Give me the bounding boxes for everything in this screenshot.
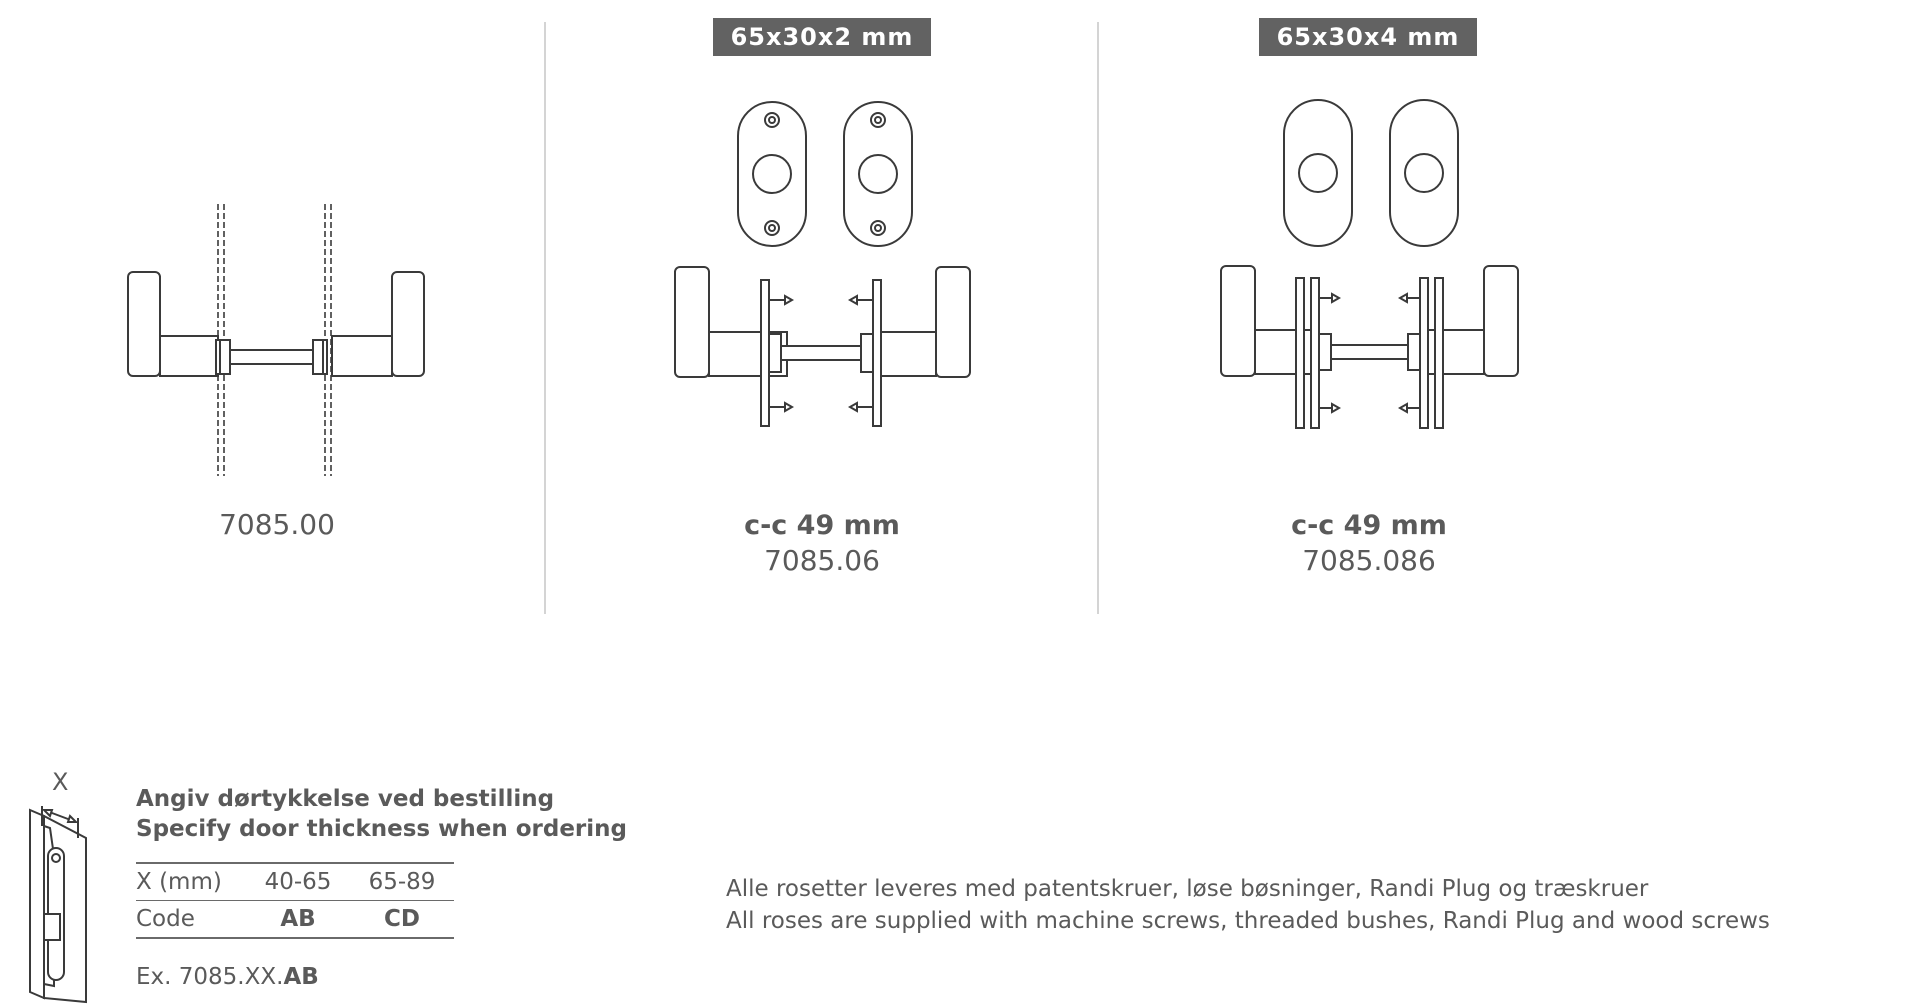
column-divider-2 (1097, 22, 1099, 614)
table-row (136, 863, 454, 901)
roses-note-en: All roses are supplied with machine screws, threaded bushes, Randi Plug and wood screws (726, 908, 1770, 934)
door-thickness-table (136, 862, 454, 939)
x-dimension-label: X (52, 768, 69, 796)
table-cell: 65-89 (350, 863, 454, 901)
size-badge: 65x30x2 mm (713, 18, 931, 56)
door-handle-pair-drawing (660, 262, 980, 432)
table-cell: X (mm) (136, 863, 246, 901)
door-thickness-title-en: Specify door thickness when ordering (136, 816, 627, 842)
product-code: 7085.086 (1302, 544, 1436, 577)
order-example-suffix: AB (283, 964, 319, 990)
center-distance-label: c-c 49 mm (744, 510, 900, 541)
door-thickness-diagram (14, 766, 114, 1004)
table-cell: AB (246, 901, 350, 939)
size-badge: 65x30x4 mm (1259, 18, 1477, 56)
door-handle-pair-drawing (1206, 262, 1526, 432)
door-handle-pair-drawing (110, 190, 450, 490)
door-thickness-title-da: Angiv dørtykkelse ved bestilling (136, 786, 555, 812)
column-divider-1 (544, 22, 546, 614)
product-code: 7085.00 (219, 508, 335, 541)
table-row (136, 901, 454, 939)
center-distance-label: c-c 49 mm (1291, 510, 1447, 541)
table-cell: 40-65 (246, 863, 350, 901)
order-example (136, 964, 319, 990)
table-cell: CD (350, 901, 454, 939)
order-example-prefix: Ex. 7085.XX. (136, 964, 284, 990)
roses-note-da: Alle rosetter leveres med patentskruer, løse bøsninger, Randi Plug og træskruer (726, 876, 1649, 902)
oval-rose-drawing (1276, 98, 1466, 250)
table-cell: Code (136, 901, 246, 939)
product-code: 7085.06 (764, 544, 880, 577)
oval-rose-drawing (730, 98, 920, 250)
